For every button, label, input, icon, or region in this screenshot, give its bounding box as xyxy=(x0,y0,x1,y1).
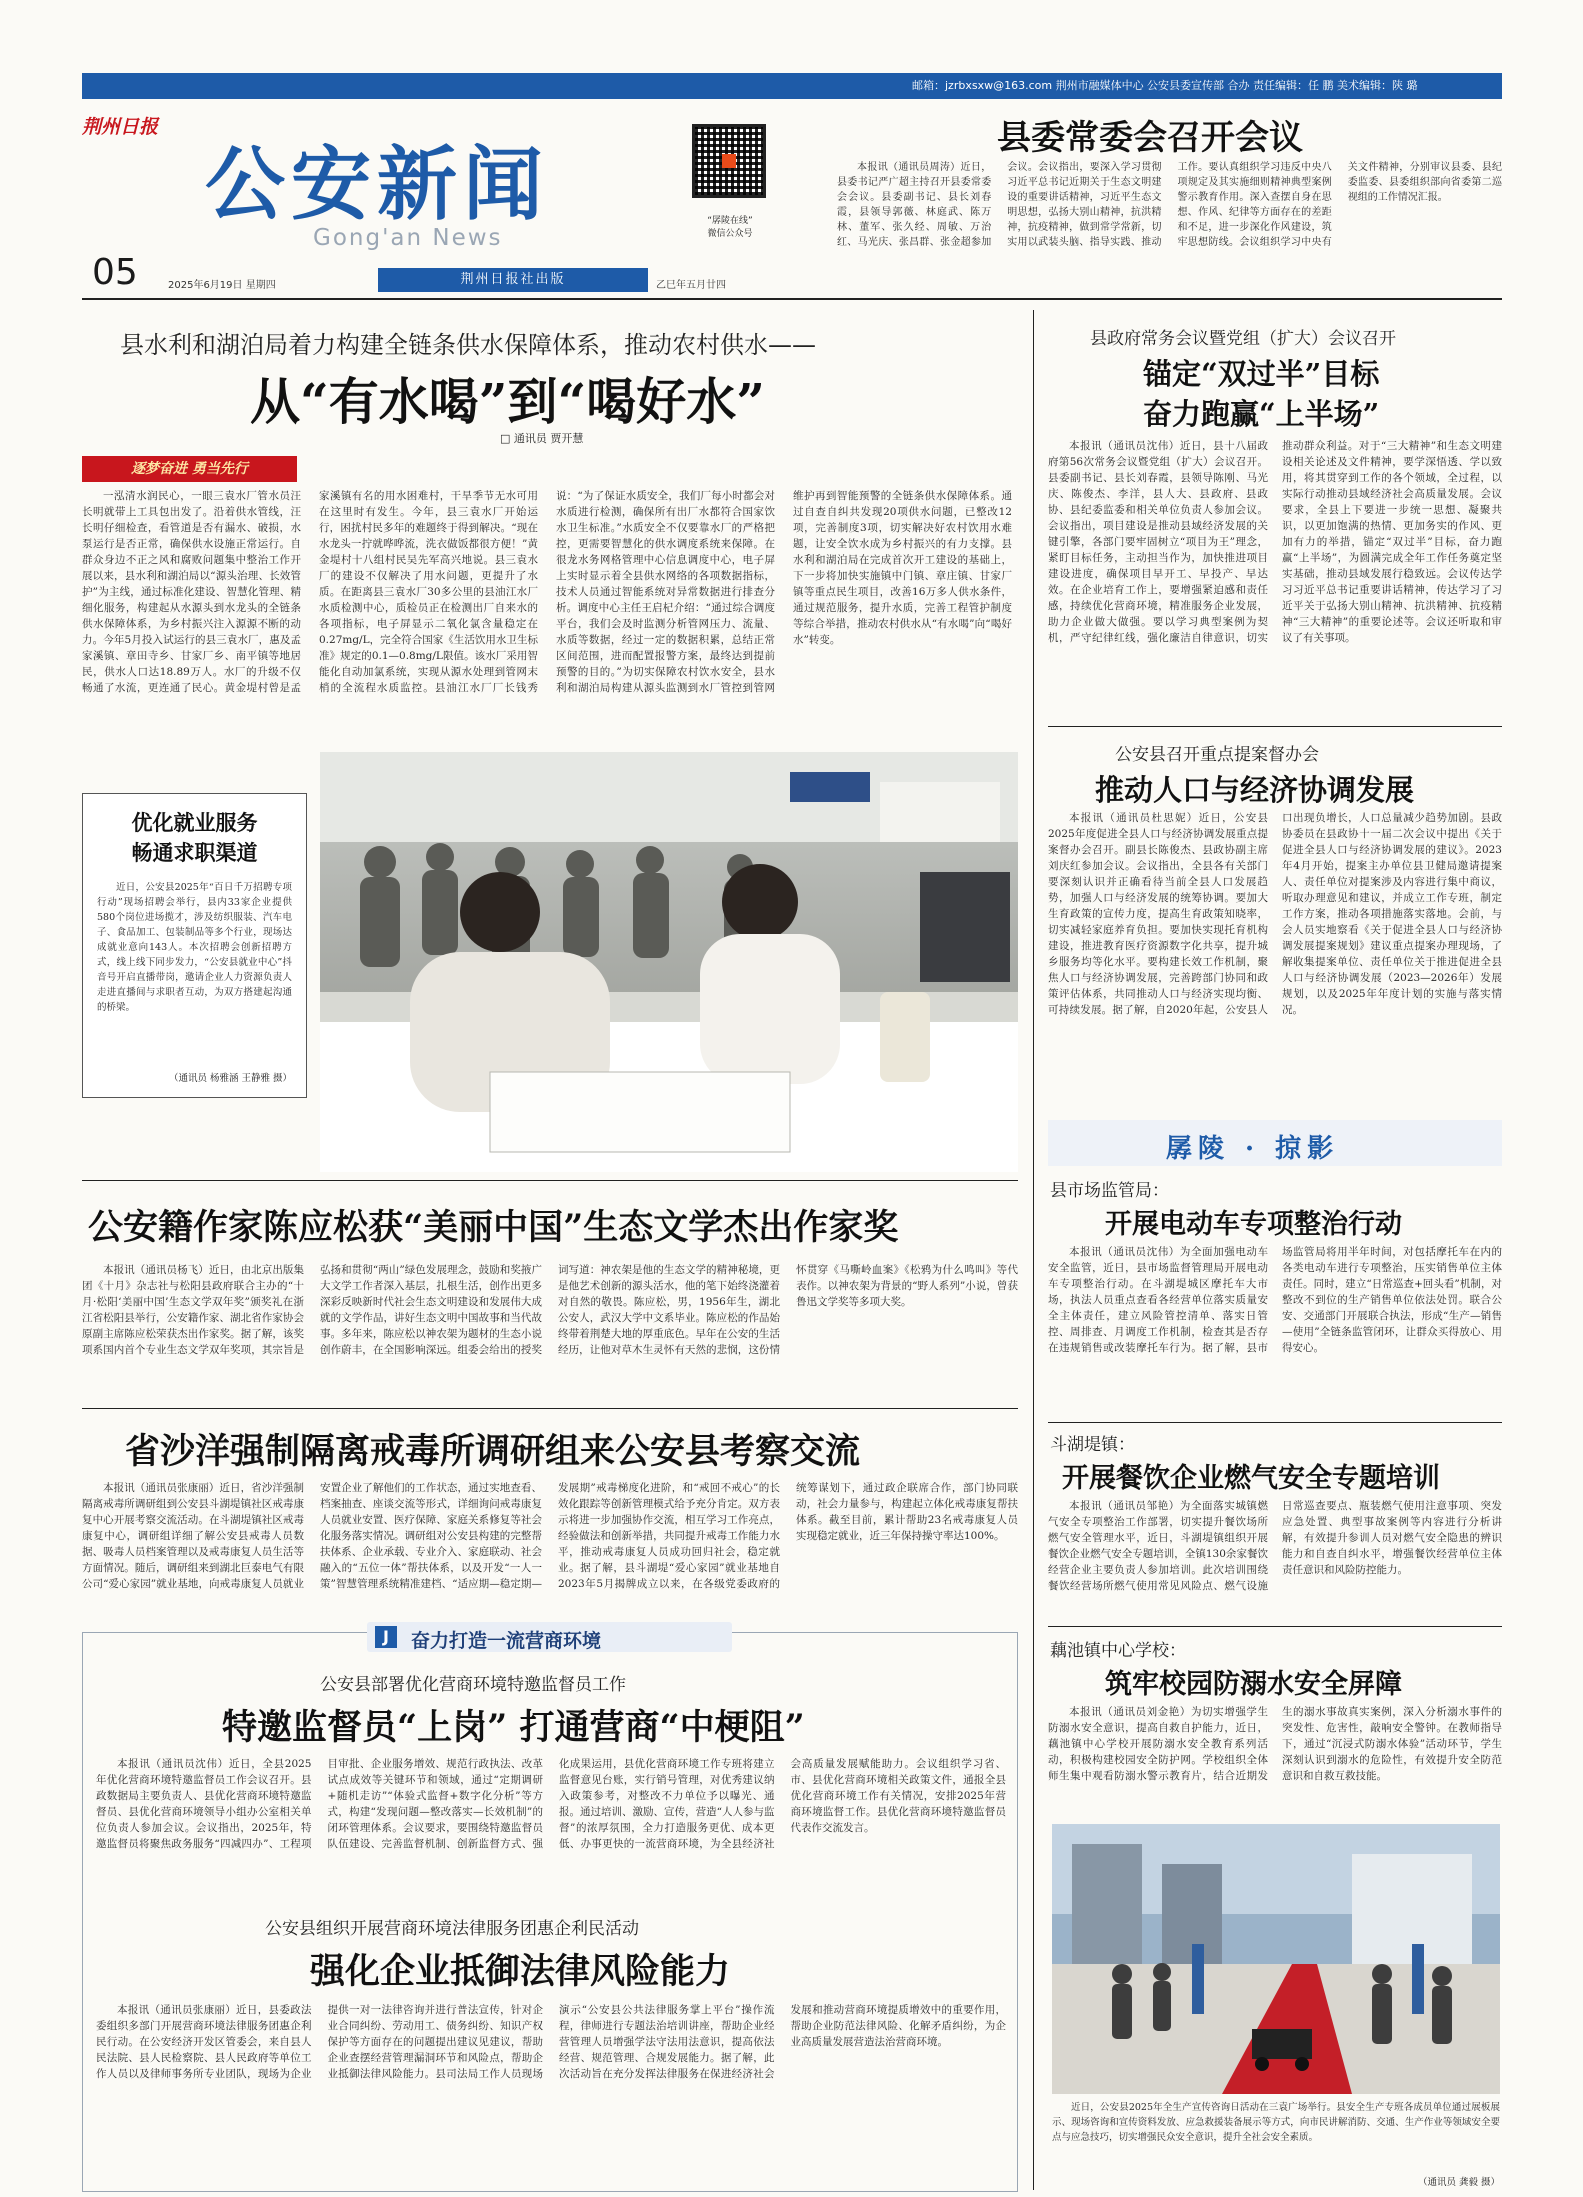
article-kicker: 县政府常务会议暨党组（扩大）会议召开 xyxy=(1090,329,1396,349)
article-kicker: 公安县组织开展营商环境法律服务团惠企利民活动 xyxy=(265,1919,639,1939)
safety-day-photo[interactable] xyxy=(1052,1824,1500,2094)
page-number: 05 xyxy=(92,252,138,293)
article-divider xyxy=(1048,726,1502,727)
section-header xyxy=(1048,1120,1502,1166)
article-body: 本报讯（通讯员杜思妮）近日，公安县2025年度促进全县人口与经济协调发展重点提案督办会召开。副县长陈俊杰、县政协副主席刘庆红参加会议。会议指出，全县各有关部门要深刻认识并正确看待当前全县人口发展趋势，加强人口与经济发展的统筹协调。要加大生育政策的宣传力度，提高生育政策知晓率，切实减轻家庭养育负担。要加快实现托育机构建设，推进教育医疗资源数字化共享，提升城乡服务均等化水平。要构建长效工作机制，聚焦人口与经济协调发展，完善跨部门协同和政策评估体系，共同推动人口与经济实现均衡、可持续发展。据了解，自2020年起，公安县人口出现负增长，人口总量减少趋势加剧。县政协委员在县政协十一届二次会议中提出《关于促进全县人口与经济协调发展的建议》。2023年4月开始，提案主办单位县卫健局邀请提案人、责任单位对提案涉及内容进行集中商议，听取办理意见和建议，并成立工作专班，制定工作方案，推动各项措施落实落地。会前，与会人员实地察看《关于促进全县人口与经济协调发展提案规划》建议重点提案办理现场，了解收集提案单位、责任单位关于推进促进全县人口与经济协调发展（2023—2026年）发展规划，以及2025年年度计划的实施与落实情况。 xyxy=(1048,812,1502,1016)
article-title: 省沙洋强制隔离戒毒所调研组来公安县考察交流 xyxy=(125,1431,861,1472)
article-byline: □ 通讯员 贾开慧 xyxy=(500,432,584,445)
lunar-date: 乙巳年五月廿四 xyxy=(656,280,726,291)
article-divider xyxy=(82,1408,1018,1409)
article-title: 县委常委会召开会议 xyxy=(997,118,1303,158)
article-body: 本报讯（通讯员张康丽）近日，省沙洋强制隔离戒毒所调研组到公安县斗湖堤镇社区戒毒康复中心开展考察交流活动。在斗湖堤镇社区戒毒康复中心，调研组详细了解公安县戒毒人员数据、吸毒人员档案管理以及戒毒康复人员生活等方面情况。随后，调研组来到湖北巨泰电气有限公司“爱心家园”就业基地，向戒毒康复人员就业安置企业了解他们的工作状态，通过实地查看、档案抽查、座谈交流等形式，详细询问戒毒康复人员就业安置、医疗保障、家庭关系修复等社会化服务落实情况。调研组对公安县构建的完整帮扶体系、企业承载、专业介入、家庭联动、社会融入的“五位一体”帮扶体系，以及开发“一人一策”智慧管理系统精准建档、“适应期—稳定期—发展期”戒毒梯度化进阶，和“戒回不戒心”的长效化跟踪等创新管理模式给予充分肯定。双方表示将进一步加强协作交流，相互学习工作亮点，经验做法和创新举措，共同提升戒毒工作能力水平，推动戒毒康复人员成功回归社会，稳定就业。据了解，县斗湖堤“爱心家园”就业基地自2023年5月揭牌成立以来，在各级党委政府的统筹谋划下，通过政企联席合作，部门协同联动，社会力量参与，构建起立体化戒毒康复帮扶体系。截至目前，累计帮助23名戒毒康复人员实现稳定就业，近三年保持操守率达100%。 xyxy=(82,1482,1018,1590)
masthead-contact-bar: 邮箱：jzrbxsxw@163.com 荆州市融媒体中心 公安县委宣传部 合办 责任编辑：任 鹏 美术编辑：陕 璐 xyxy=(82,73,1502,99)
article-subtitle: 奋力跑赢“上半场” xyxy=(1143,397,1380,431)
article-divider xyxy=(1048,1626,1502,1627)
campaign-banner xyxy=(82,456,297,482)
job-fair-photo-illustration xyxy=(320,752,1018,1172)
photo-sidebar-subtitle: 畅通求职渠道 xyxy=(131,840,258,865)
paper-logo: 荆州日报 xyxy=(82,116,159,138)
article-body: 本报讯（通讯员沈伟）近日，全县2025年优化营商环境特邀监督员工作会议召开。县政数据局主要负责人、县优化营商环境特邀监督员、县优化营商环境领导小组办公室相关单位负责人参加会议。会议指出，2025年，特邀监督员将聚焦政务服务“四减四办”、工程项目审批、企业服务增效、规范行政执法、改革试点成效等关键环节和领域，通过“定期调研+随机走访”“体验式监督+数字化分析”等方式，构建“发现问题—整改落实—长效机制”的闭环管理体系。会议要求，要围绕特邀监督员队伍建设、完善监督机制、创新监督方式、强化成果运用，县优化营商环境工作专班将建立监督意见台账，实行销号管理，对优秀建议纳入政策参考，对整改不力单位予以曝光、通报。通过培训、激励、宣传，营造“人人参与监督”的浓厚氛围，全力打造服务更优、成本更低、办事更快的一流营商环境，为全县经济社会高质量发展赋能助力。会议组织学习省、市、县优化营商环境相关政策文件，通报全县优化营商环境工作有关情况，安排2025年营商环境监督工作。县优化营商环境特邀监督员代表作交流发言。 xyxy=(96,1758,1006,1850)
article-title: 锚定“双过半”目标 xyxy=(1143,357,1380,391)
section-header-label: 奋力打造一流营商环境 xyxy=(411,1630,602,1652)
article-kicker: 县水利和湖泊局着力构建全链条供水保障体系，推动农村供水—— xyxy=(120,331,816,359)
article-body: 本报讯（通讯员沈伟）近日，县十八届政府第56次常务会议暨党组（扩大）会议召开。县委副书记、县长刘春霞，县领导陈刚、马光庆、陈俊杰、李洋，县人大、县政府、县政协、县纪委监委和相关单位负责人参加会议。会议指出，项目建设是推动县域经济发展的关键引擎，各部门要牢固树立“项目为王”理念，紧盯目标任务，主动担当作为，加快推进项目建设进度，确保项目早开工、早投产、早达效。在企业培育工作上，要增强紧迫感和责任感，持续优化营商环境，精准服务企业发展，助力企业做大做强。要以学习典型案例为契机，严守纪律红线，强化廉洁自律意识，切实推动群众利益。对于“三大精神”和生态文明建设相关论述及文件精神，要学深悟透、学以致用，将其贯穿到工作的各个领域，全过程，以实际行动推动县域经济社会高质量发展。会议要求，全县上下要进一步统一思想、凝聚共识，以更加饱满的热情、更加务实的作风、更加有力的举措，锚定“双过半”目标，奋力跑赢“上半场”，为圆满完成全年工作任务奠定坚实基础，推动县域发展行稳致远。会议传达学习习近平总书记重要讲话精神，传达学习了习近平关于弘扬大别山精神、抗洪精神、抗疫精神“三大精神”的重要论述等。会议还听取和审议了有关事项。 xyxy=(1048,440,1502,644)
article-body: 本报讯（通讯员周涛）近日，县委书记严广超主持召开县委常委会会议。县委副书记、县长刘春霞，县领导郭薇、林庭武、陈万林、董军、张久经、周敏、万治红、马光庆、张昌群、张金超参加会议。会议指出，要深入学习贯彻习近平总书记近期关于生态文明建设的重要讲话精神，习近平生态文明思想，弘扬大别山精神，抗洪精神，抗疫精神，做到常学常新，切实用以武装头脑、指导实践、推动工作。要认真组织学习违反中央八项规定及其实施细则精神典型案例警示教育作用。深入查摆自身在思想、作风、纪律等方面存在的差距和不足，进一步深化作风建设，筑牢思想防线。会议组织学习中央有关文件精神，分别审议县委、县纪委监委、县委组织部向省委第二巡视组的工作情况汇报。 xyxy=(837,162,1502,248)
article-title: 强化企业抵御法律风险能力 xyxy=(310,1951,731,1992)
photo-credit: （通讯员 杨雅涵 王静雅 摄） xyxy=(168,1073,292,1084)
section-logo-icon: J xyxy=(375,1626,397,1648)
article-body: 一泓清水润民心，一眼三袁水厂管水员汪长明就带上工具包出发了。沿着供水管线，汪长明仔细检查，看管道是否有漏水、破损，水泵运行是否正常，确保供水设施正常运行。自群众身边不正之风和腐败问题集中整治工作开展以来，县水利和湖泊局以“源头治理、长效管护”为主线，通过标准化建设、智慧化管理、精细化服务，构建起从水源头到水龙头的全链条供水保障体系，为乡村振兴注入源源不断的动力。今年5月投入试运行的县三袁水厂，惠及孟家溪镇、章田寺乡、甘家厂乡、南平镇等地居民，供水人口达18.89万人。水厂的升级不仅畅通了水流，更连通了民心。黄金堤村曾是孟家溪镇有名的用水困难村，干旱季节无水可用在这里时有发生。今年，县三袁水厂开始运行，困扰村民多年的难题终于得到解决。“现在水龙头一拧就哗哗流，洗衣做饭都很方便！”黄金堤村十八组村民吴先军高兴地说。县三袁水厂的建设不仅解决了用水问题，更提升了水质。在距离县三袁水厂30多公里的县油江水厂水质检测中心，质检员正在检测出厂自来水的各项指标，电子屏显示二氧化氯含量稳定在0.27mg/L，完全符合国家《生活饮用水卫生标准》规定的0.1—0.8mg/L限值。该水厂采用智能化自动加氯系统，实现从源水处理到管网末梢的全流程水质监控。县油江水厂厂长钱秀说：“为了保证水质安全，我们厂每小时都会对水质进行检测，确保所有出厂水都符合国家饮水卫生标准。”水质安全不仅要靠水厂的严格把控，更需要智慧化的供水调度系统来保障。在很龙水务网格管理中心信息调度中心，电子屏上实时显示着全县供水网络的各项数据指标，技术人员通过智能系统对异常数据进行排查分析。调度中心主任王启杞介绍：“通过综合调度平台，我们会及时监测分析管网压力、流量、水质等数据，经过一定的数据积累，总结正常区间范围，进而配置报警方案，最终达到提前预警的目的。”为切实保障农村饮水安全，县水利和湖泊局构建从源头监测到水厂管控到管网维护再到智能预警的全链条供水保障体系。通过自查自纠共发现20项供水问题，已整改12项，完善制度3项，切实解决好农村饮用水难题，让安全饮水成为乡村振兴的有力支撑。县水利和湖泊局在完成首次开工建设的基础上，下一步将加快实施镇中门镇、章庄镇、甘家厂镇等重点民生项目，改善16万多人供水条件，通过规范服务，提升水质，完善工程管护制度等综合举措，推动农村供水从“有水喝”向“喝好水”转变。 xyxy=(82,490,1012,694)
article-body: 本报讯（通讯员邹艳）为全面落实城镇燃气安全专项整治工作部署，切实提升餐饮场所燃气安全管理水平，近日，斗湖堤镇组织开展餐饮企业燃气安全专题培训，全镇130余家餐饮经营企业主要负责人参加培训。此次培训围绕餐饮经营场所燃气使用常见风险点、燃气设施日常巡查要点、瓶装燃气使用注意事项、突发应急处置、典型事故案例等内容进行分析讲解，有效提升参训人员对燃气安全隐患的辨识能力和自查自纠水平，增强餐饮经营单位主体责任意识和风险防控能力。 xyxy=(1048,1500,1502,1592)
page-title: 公安新闻 xyxy=(205,137,549,231)
page-title-english: Gong'an News xyxy=(313,225,503,251)
article-kicker: 藕池镇中心学校： xyxy=(1050,1641,1186,1661)
section-header xyxy=(367,1622,732,1652)
article-title: 筑牢校园防溺水安全屏障 xyxy=(1105,1669,1402,1700)
qr-caption: “孱陵在线” 微信公众号 xyxy=(707,216,753,239)
job-fair-photo[interactable] xyxy=(320,752,1018,1172)
article-title: 公安籍作家陈应松获“美丽中国”生态文学杰出作家奖 xyxy=(88,1207,899,1248)
article-kicker: 斗湖堤镇： xyxy=(1050,1435,1135,1455)
issue-date: 2025年6月19日 星期四 xyxy=(168,280,276,291)
article-body: 本报讯（通讯员刘金艳）为切实增强学生防溺水安全意识，提高自救自护能力，近日，藕池镇中心学校开展防溺水安全教育系列活动，积极构建校园安全防护网。学校组织全体师生集中观看防溺水警示教育片，结合近期发生的溺水事故真实案例，深入分析溺水事件的突发性、危害性，敲响安全警钟。在教师指导下，通过“沉浸式防溺水体验”活动环节，学生深刻认识到溺水的危险性，有效提升安全防范意识和自救互救技能。 xyxy=(1048,1706,1502,1782)
article-title: 特邀监督员“上岗” 打通营商“中梗阻” xyxy=(222,1707,805,1748)
safety-day-photo-illustration xyxy=(1052,1824,1500,2094)
article-kicker: 县市场监管局： xyxy=(1050,1181,1169,1201)
column-divider xyxy=(1033,310,1034,2190)
article-title: 开展电动车专项整治行动 xyxy=(1105,1209,1402,1240)
masthead-divider xyxy=(82,298,1502,300)
publisher-label: 荆州日报社出版 xyxy=(378,268,648,292)
photo-sidebar-title: 优化就业服务 xyxy=(131,810,258,835)
article-kicker: 公安县召开重点提案督办会 xyxy=(1115,745,1319,765)
qr-code-icon[interactable] xyxy=(692,124,766,198)
photo-credit: （通讯员 龚毅 摄） xyxy=(1417,2177,1500,2188)
article-body: 本报讯（通讯员沈伟）为全面加强电动车安全监管，近日，县市场监督管理局开展电动车专项整治行动。在斗湖堤城区摩托车大市场，执法人员重点查看各经营单位落实质量安全主体责任，建立风险管控清单、落实日管控、周排查、月调度工作机制，检查其是否存在违规销售或改装摩托车行为。据了解，县市场监管局将用半年时间，对包括摩托车在内的各类电动车进行专项整治，压实销售单位主体责任。同时，建立“日常巡查+回头看”机制，对整改不到位的生产销售单位依法处罚。联合公安、交通部门开展联合执法，形成“生产—销售—使用”全链条监管闭环，让群众买得放心、用得安心。 xyxy=(1048,1246,1502,1354)
article-divider xyxy=(1048,1422,1502,1423)
article-body: 本报讯（通讯员张康丽）近日，县委政法委组织多部门开展营商环境法律服务团惠企利民行动。在公安经济开发区管委会，来自县人民法院、县人民检察院、县人民政府等单位工作人员以及律师事务所专业团队，现场为企业提供一对一法律咨询并进行普法宣传，针对企业合同纠纷、劳动用工、债务纠纷、知识产权保护等方面存在的问题提出建议见建议，帮助企业查摆经营管理漏洞环节和风险点，帮助企业抵御法律风险能力。县司法局工作人员现场演示“公安县公共法律服务掌上平台”操作流程，律师进行专题法治培训讲座，帮助企业经营管理人员增强学法守法用法意识，提高依法经营、规范管理、合规发展能力。据了解，此次活动旨在充分发挥法律服务在保进经济社会发展和推动营商环境提质增效中的重要作用，帮助企业防范法律风险、化解矛盾纠纷，为企业高质量发展营造法治营商环境。 xyxy=(96,2004,1006,2080)
article-title: 从“有水喝”到“喝好水” xyxy=(250,372,766,431)
section-header-label: 孱陵 · 掠影 xyxy=(1166,1134,1340,1164)
photo-sidebar xyxy=(82,793,307,1098)
article-divider xyxy=(82,1180,1018,1181)
photo-caption: 近日，公安县2025年全生产宣传咨询日活动在三袁广场举行。县安全生产专班各成员单位通过展板展示、现场咨询和宣传资料发放、应急救援装备展示等方式，向市民讲解消防、交通、生产作业等领域安全要点与应急技巧，切实增强民众安全意识，提升全社会安全素质。 xyxy=(1052,2102,1500,2143)
photo-caption: 近日，公安县2025年“百日千万招聘专项行动”现场招聘会举行，县内33家企业提供580个岗位进场揽才，涉及纺织服装、汽车电子、食品加工、包装制品等多个行业，现场达成就业意向143人。本次招聘会创新招聘方式，线上线下同步发力，“公安县就业中心”抖音号开启直播带岗，邀请企业人力资源负责人走进直播间与求职者互动，为双方搭建起沟通的桥梁。 xyxy=(97,882,292,1013)
article-title: 开展餐饮企业燃气安全专题培训 xyxy=(1062,1463,1440,1494)
article-kicker: 公安县部署优化营商环境特邀监督员工作 xyxy=(320,1675,626,1695)
campaign-banner-text: 逐梦奋进 勇当先行 xyxy=(131,461,248,477)
article-title: 推动人口与经济协调发展 xyxy=(1095,773,1415,807)
article-body: 本报讯（通讯员杨飞）近日，由北京出版集团《十月》杂志社与松阳县政府联合主办的“十月·松阳‘美丽中国’生态文学双年奖”颁奖礼在浙江省松阳县举行，公安籍作家、湖北省作家协会原副主席陈应松荣获杰出作家奖。据了解，该奖项系国内首个专业生态文学双年奖项，其宗旨是弘扬和贯彻“两山”绿色发展理念，鼓励和奖掖广大文学工作者深入基层，扎根生活，创作出更多深彩反映新时代社会生态文明建设和发展伟大成就的文学作品，讲好生态文明中国故事和当代故事。多年来，陈应松以神农架为题材的生态小说创作蔚丰，在全国影响深远。组委会给出的授奖词写道：神农架是他的生态文学的精神秘境，更是他艺术创新的源头活水，他的笔下始终浇灌着对自然的敬畏。陈应松，男，1956年生，湖北公安人，武汉大学中文系毕业。陈应松的作品始终带着荆楚大地的厚重底色。早年在公安的生活经历，让他对草木生灵怀有天然的悲悯，这份情怀贯穿《马嘶岭血案》《松鸦为什么鸣叫》等代表作。以神农架为背景的“野人系列”小说，曾获鲁迅文学奖等多项大奖。 xyxy=(82,1264,1018,1356)
